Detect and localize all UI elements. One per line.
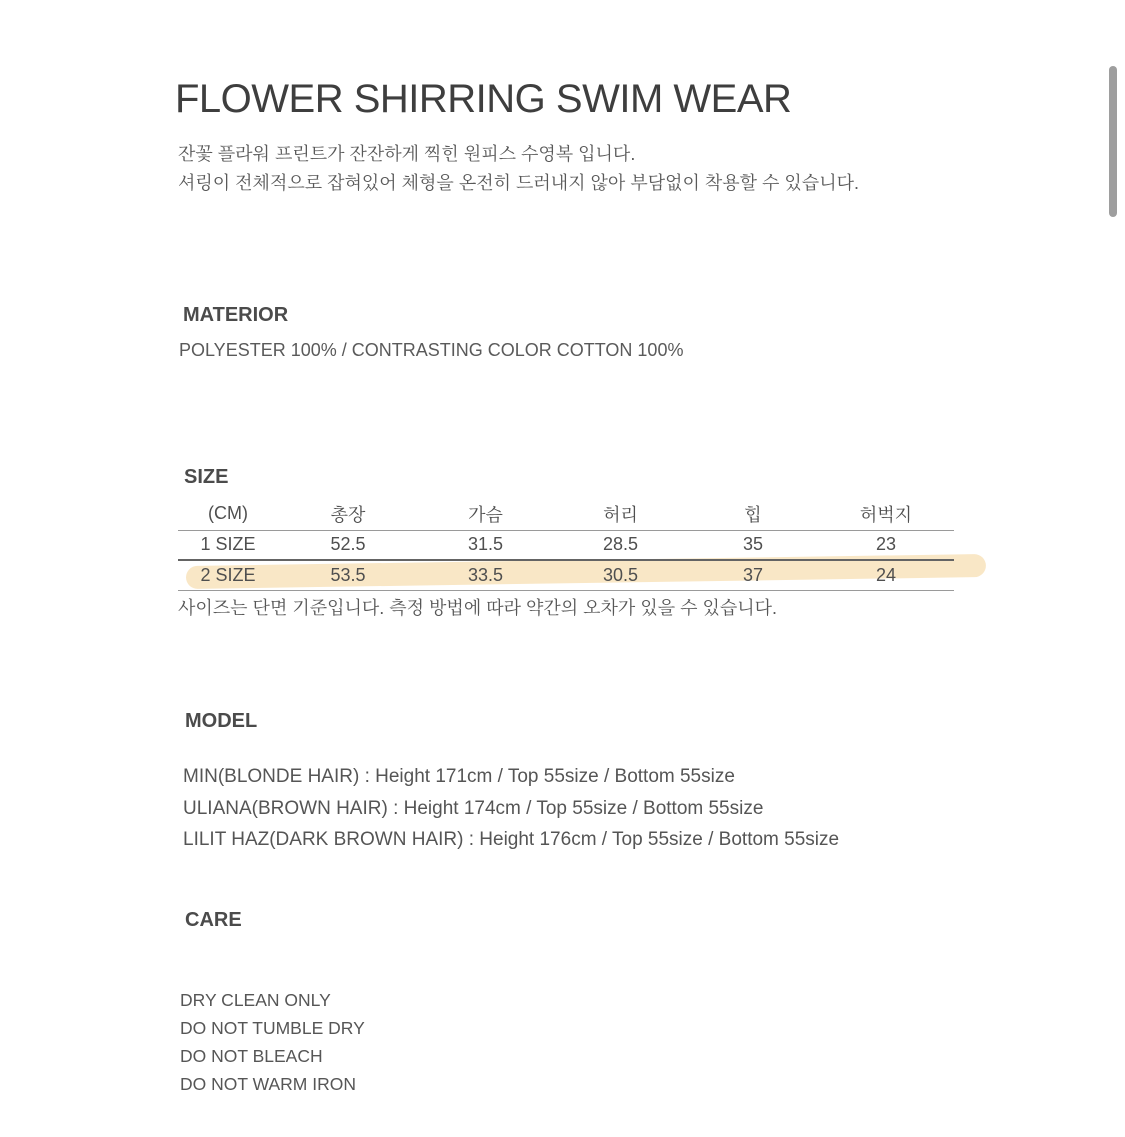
care-section-heading: CARE — [185, 909, 242, 931]
description-line: 셔링이 전체적으로 잡혀있어 체형을 온전히 드러내지 않아 부담없이 착용할 수 있습니다. — [178, 173, 859, 193]
size-row-label: 2 SIZE — [200, 564, 256, 585]
size-cell: 30.5 — [602, 564, 639, 585]
size-row-label: 1 SIZE — [200, 534, 256, 555]
model-line: ULIANA(BROWN HAIR) : Height 174cm / Top 55size / Bottom 55size — [183, 797, 764, 819]
size-cell: 52.5 — [330, 534, 366, 555]
model-section-heading: MODEL — [185, 710, 258, 732]
materior-text: POLYESTER 100% / CONTRASTING COLOR COTTON 100% — [179, 340, 684, 360]
product-description — [178, 140, 859, 198]
vertical-scrollbar-thumb[interactable] — [1109, 66, 1117, 217]
size-table-header-cell: 허리 — [603, 504, 638, 525]
description-line: 잔꽃 플라워 프린트가 잔잔하게 찍힌 원피스 수영복 입니다. — [178, 144, 636, 164]
size-cell: 24 — [875, 564, 897, 585]
model-line: MIN(BLONDE HAIR) : Height 171cm / Top 55size / Bottom 55size — [183, 766, 735, 787]
size-section-heading: SIZE — [184, 466, 229, 488]
size-cell: 28.5 — [602, 534, 639, 555]
size-cell: 31.5 — [467, 534, 504, 555]
materior-section-heading: MATERIOR — [183, 304, 289, 326]
size-table-header-row — [178, 498, 954, 530]
size-table-header-cell: (CM) — [208, 503, 248, 524]
size-table-header-cell: 총장 — [330, 504, 366, 525]
size-note: 사이즈는 단면 기준입니다. 측정 방법에 따라 약간의 오차가 있을 수 있습니다. — [178, 598, 778, 618]
care-line: DO NOT WARM IRON — [180, 1074, 356, 1094]
table-row-highlighted — [178, 560, 954, 590]
size-cell: 23 — [875, 534, 897, 555]
size-cell: 33.5 — [467, 564, 504, 585]
size-table-header-cell: 허벅지 — [859, 504, 913, 525]
table-row — [178, 530, 954, 560]
care-line: DRY CLEAN ONLY — [180, 990, 331, 1010]
size-table — [178, 498, 954, 591]
care-instructions — [180, 986, 365, 1098]
size-table-header-cell: 힙 — [744, 504, 762, 525]
page-title: FLOWER SHIRRING SWIM WEAR — [175, 76, 792, 121]
model-info — [183, 761, 839, 856]
care-line: DO NOT TUMBLE DRY — [180, 1018, 365, 1038]
size-table-header-cell: 가슴 — [468, 504, 503, 525]
size-cell: 37 — [742, 564, 764, 585]
model-line: LILIT HAZ(DARK BROWN HAIR) : Height 176cm / Top 55size / Bottom 55size — [183, 829, 840, 850]
size-cell: 35 — [742, 534, 764, 555]
size-cell: 53.5 — [330, 564, 366, 585]
care-line: DO NOT BLEACH — [180, 1046, 323, 1066]
